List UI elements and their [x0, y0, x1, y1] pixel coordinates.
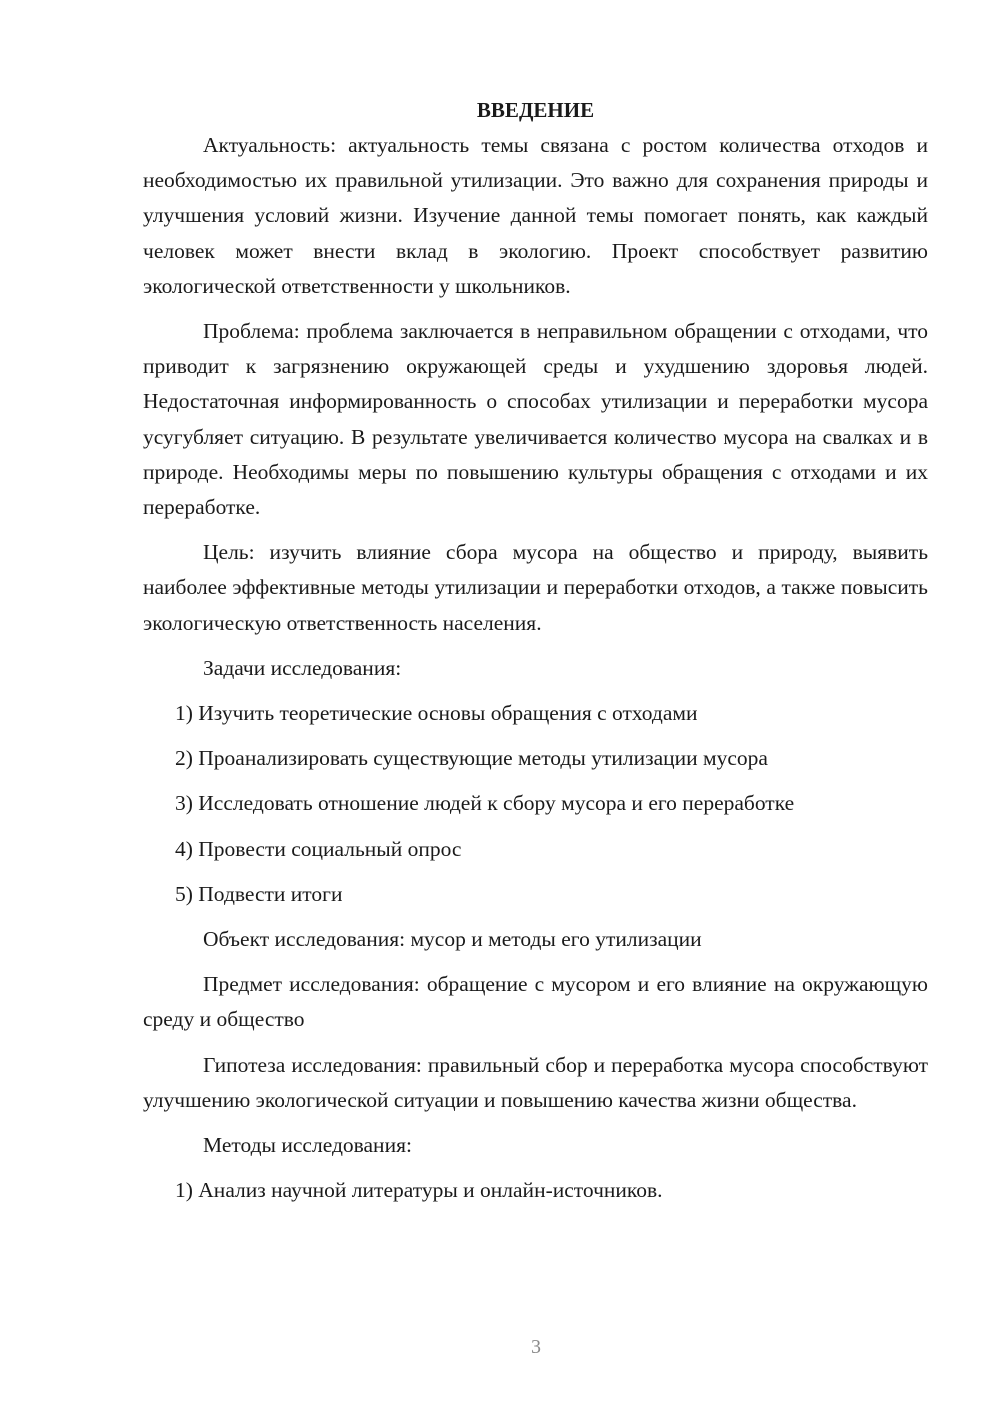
task-item: 4) Провести социальный опрос: [175, 836, 462, 861]
goal-paragraph: Цель: изучить влияние сбора мусора на общество и природу, выявить наиболее эффективные методы утилизации и переработки отходов, а также повысить экологическую ответственность населения.: [143, 540, 928, 635]
tasks-title: Задачи исследования:: [203, 655, 402, 680]
task-item: 5) Подвести итоги: [175, 881, 343, 906]
subject-paragraph: Предмет исследования: обращение с мусором и его влияние на окружающую среду и общество: [143, 972, 928, 1032]
methods-title: Методы исследования:: [203, 1133, 412, 1158]
relevance-paragraph: Актуальность: актуальность темы связана с ростом количества отходов и необходимостью их правильной утилизации. Это важно для сохранения природы и улучшения условий жизни. Изучение данной темы помогает понять, как каждый человек может внести вклад в экологию. Проект способствует развитию экологической ответственности у школьников.: [143, 133, 928, 298]
method-item: 1) Анализ научной литературы и онлайн-источников.: [175, 1178, 663, 1203]
document-page: [143, 92, 928, 1218]
object-line: Объект исследования: мусор и методы его утилизации: [203, 927, 702, 952]
problem-paragraph: Проблема: проблема заключается в неправильном обращении с отходами, что приводит к загрязнению окружающей среды и ухудшению здоровья людей. Недостаточная информированность о способах утилизации и переработки мусора усугубляет ситуацию. В результате увеличивается количество мусора на свалках и в природе. Необходимы меры по повышению культуры обращения с отходами и их переработке.: [143, 319, 928, 520]
task-item: 1) Изучить теоретические основы обращения с отходами: [175, 701, 698, 726]
task-item: 2) Проанализировать существующие методы утилизации мусора: [175, 746, 768, 771]
hypothesis-paragraph: Гипотеза исследования: правильный сбор и переработка мусора способствуют улучшению экологической ситуации и повышению качества жизни общества.: [143, 1052, 928, 1112]
section-heading: ВВЕДЕНИЕ: [476, 98, 595, 122]
page-number: 3: [531, 1336, 541, 1358]
task-item: 3) Исследовать отношение людей к сбору мусора и его переработке: [175, 791, 795, 816]
